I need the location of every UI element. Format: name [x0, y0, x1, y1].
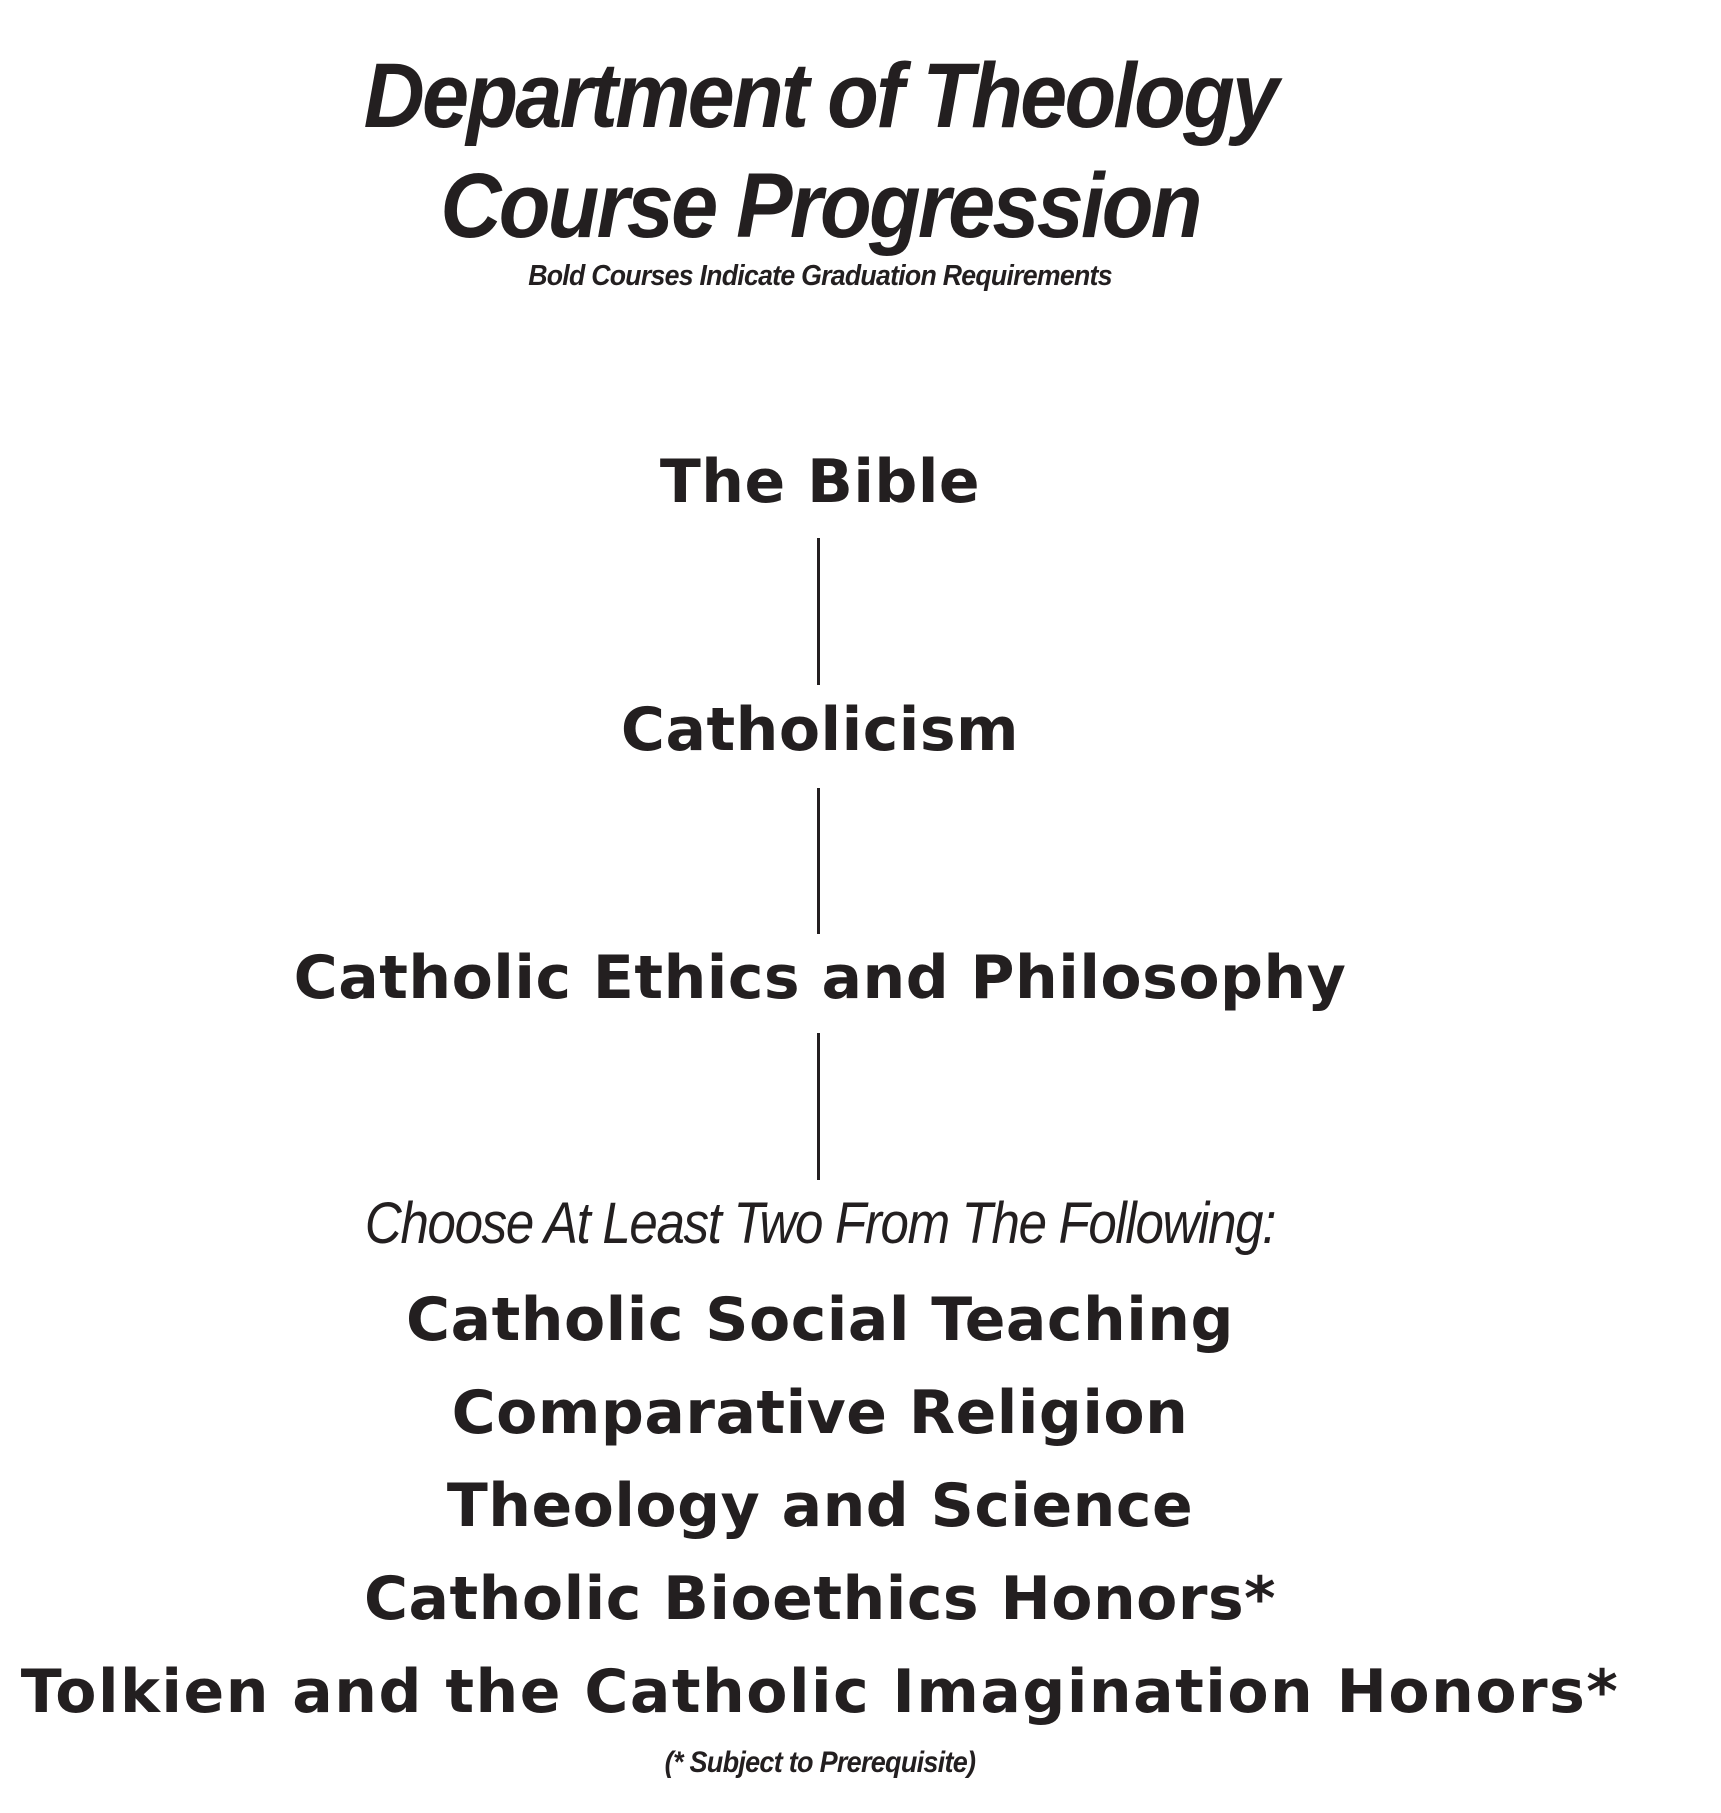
page-title-line-1: Department of Theology — [363, 45, 1277, 147]
prerequisite-footnote: (* Subject to Prerequisite) — [664, 1746, 976, 1779]
page-subtitle: Bold Courses Indicate Graduation Requirements — [528, 260, 1112, 292]
elective-course: Comparative Religion — [451, 1378, 1189, 1448]
elective-course: Catholic Social Teaching — [406, 1285, 1234, 1355]
connector-line — [817, 538, 820, 685]
elective-instruction: Choose At Least Two From The Following: — [364, 1191, 1276, 1256]
connector-line — [817, 1033, 820, 1180]
connector-line — [817, 788, 820, 934]
elective-course: Theology and Science — [446, 1471, 1194, 1541]
course-the-bible: The Bible — [659, 447, 981, 517]
page-title-line-2: Course Progression — [440, 155, 1200, 257]
elective-course: Tolkien and the Catholic Imagination Honors* — [20, 1657, 1620, 1727]
course-catholicism: Catholicism — [620, 695, 1020, 765]
course-catholic-ethics-philosophy: Catholic Ethics and Philosophy — [293, 943, 1347, 1013]
elective-course: Catholic Bioethics Honors* — [363, 1564, 1277, 1634]
